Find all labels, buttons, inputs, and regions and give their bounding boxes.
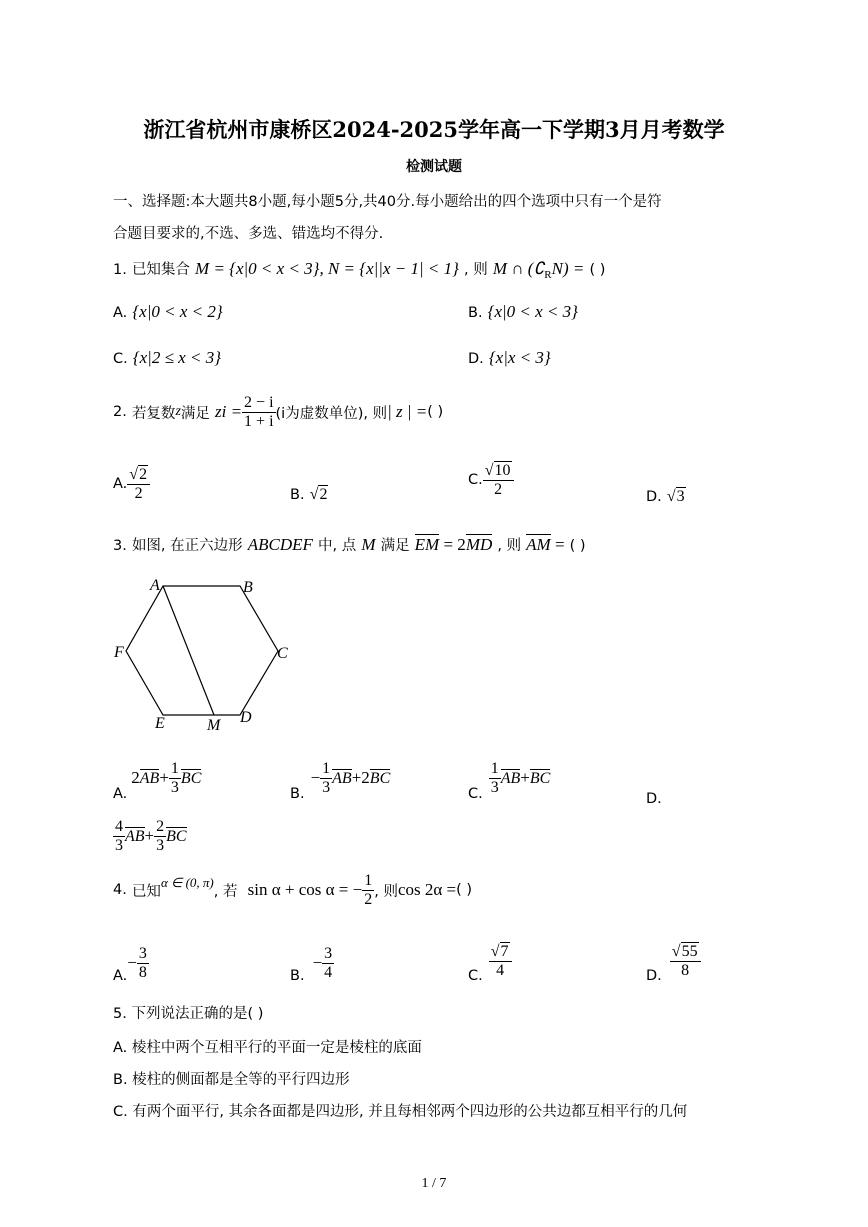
q1-expr: M ∩ (∁ [492,259,545,278]
q3-vec-am: AM [526,535,551,554]
option-value: $\frac{√2}{2}$ [127,466,150,502]
radicand: 10 [494,462,511,479]
coef: 2 [131,768,140,788]
vec-ab: AB [125,827,145,845]
frac-den: 3 [490,778,499,796]
q3-option-d-label[interactable] [646,788,662,807]
option-label: C. [113,351,128,367]
frac-den: 3 [156,836,165,854]
fraction [169,760,181,796]
option-label: B. [290,968,305,984]
page-title: 浙江省杭州市康桥区2024-2025学年高一下学期3月月考数学 [143,117,725,142]
question-5: 5. 下列说法正确的是( ) [113,1006,264,1022]
option-label: C. [468,968,483,984]
frac-den: 3 [170,778,179,796]
q3-m: M [361,535,376,554]
option-value: $\frac{√10}{2}$ [483,462,514,498]
q1-number: 1. [113,262,127,278]
q1-option-a[interactable] [113,302,223,322]
frac-num: 4 [115,818,123,835]
sign: − [312,953,323,972]
q2-text2: 满足 [180,405,210,422]
q2-option-c[interactable] [468,462,514,498]
segment-am [163,586,214,715]
fraction: $\frac{√7}{4}$ [489,943,512,979]
frac-num: 3 [138,944,147,962]
vec-bc: BC [529,769,551,787]
q1-sets: M = {x|0 < x < 3}, N = {x||x − 1| < 1} [195,259,459,278]
q4-number: 4. [113,882,127,899]
frac-num: 1 [364,872,373,889]
q3-option-d[interactable] [113,818,187,854]
option-value: {x|2 ≤ x < 3} [132,348,221,367]
fraction [113,818,125,854]
vec-ab: AB [500,769,521,787]
q4-text3: , 则 [374,883,398,900]
option-label: D. [646,489,662,505]
q2-z: z [175,404,181,420]
section-heading-line2: 合题目要求的,不选、多选、错选均不得分. [113,226,384,242]
q1-option-d[interactable] [468,348,551,368]
option-label: D. [468,351,484,367]
option-value: {x|x < 3} [488,348,551,367]
option-value: {x|0 < x < 2} [132,302,223,321]
q4-text: 已知 [131,883,161,900]
q4-target: cos 2α = [397,880,457,900]
q5-option-a[interactable]: A. 棱柱中两个互相平行的平面一定是棱柱的底面 [113,1040,422,1056]
question-1 [113,258,605,281]
q2-zi: zi = [214,402,243,422]
frac-num: 1 [322,760,331,777]
frac-den: 3 [115,836,123,854]
q2-text: 若复数 [131,405,176,422]
option-value: 3 [676,488,685,505]
q3-vec-md: MD [465,535,493,554]
radicand: 2 [139,466,148,483]
option-label: A. [113,476,128,493]
denominator: 8 [670,961,701,980]
plus: + [144,826,155,846]
q4-cond: α ∈ (0, π) [160,875,214,891]
q5-option-b[interactable]: B. 棱柱的侧面都是全等的平行四边形 [113,1072,350,1088]
section-heading-line1: 一、选择题:本大题共8小题,每小题5分,共40分.每小题给出的四个选项中只有一个是符 [113,194,662,210]
q4-text2: , 若 [213,883,238,900]
coef: 2 [361,768,370,788]
q4-option-b[interactable] [290,942,334,984]
label-d: D [240,709,252,726]
q1-option-b[interactable] [468,302,578,322]
question-4 [113,872,472,908]
page-subtitle: 检测试题 [406,159,462,175]
hexagon-figure [108,570,298,740]
fraction [137,945,149,981]
fraction [154,818,166,854]
q1-paren: ( ) [589,262,606,278]
denominator: 2 [127,484,150,503]
option-label: B. [468,305,483,321]
label-c: C [277,645,288,662]
q3-hex: ABCDEF [247,535,313,554]
q5-option-c[interactable]: C. 有两个面平行, 其余各面都是四边形, 并且每相邻两个四边形的公共边都互相平行的几何 [113,1104,688,1120]
q4-eq-left: sin α + cos α = − [247,880,363,900]
q2-absz: | z | = [387,402,428,422]
option-label: B. [290,487,305,503]
q3-eq: = [550,535,565,554]
q3-vec-em: EM [414,535,440,554]
plus: + [520,768,530,788]
radicand: 7 [500,942,509,960]
q3-option-b[interactable] [290,760,391,803]
fraction [322,945,334,981]
q4-fraction [362,872,374,908]
q3-text4: , 则 [497,538,522,554]
q3-paren: ( ) [569,538,586,554]
vec-bc: BC [369,769,391,787]
option-label: D. [646,968,662,984]
option-value: 2 [319,486,328,503]
vec-bc: BC [180,769,202,787]
radicand: 55 [681,942,698,960]
q1-text: 已知集合 [131,262,190,278]
fraction: $\frac{√55}{8}$ [670,943,701,979]
q1-sub: R [544,269,552,282]
q3-option-c[interactable] [468,760,551,803]
q2-option-a[interactable] [113,466,150,502]
q2-paren: ( ) [427,404,444,421]
option-label: A. [113,968,128,984]
plus: + [351,768,362,788]
fraction [320,760,332,796]
q2-frac-den: 1 + i [244,412,274,430]
q3-text: 如图, 在正六边形 [131,538,243,554]
label-b: B [243,579,253,596]
frac-num: 2 [156,818,165,835]
fraction [489,760,501,796]
q1-option-c[interactable] [113,348,221,368]
frac-den: 2 [364,890,373,908]
frac-den: 8 [138,963,147,981]
q4-option-a[interactable] [113,942,149,984]
q4-option-c[interactable] [468,938,512,984]
q3-option-a[interactable] [113,760,202,803]
frac-den: 4 [324,963,333,981]
label-f: F [114,644,124,661]
plus: + [159,768,169,788]
label-a: A [150,577,160,594]
option-label: A. [113,305,128,321]
option-label: C. [468,472,483,489]
vec-ab: AB [139,769,160,787]
q2-frac-num: 2 − i [244,394,274,411]
question-2 [113,394,443,430]
vec-ab: AB [332,769,352,787]
q2-option-d[interactable]: D. √3 [646,488,685,505]
q2-fraction [242,394,275,430]
frac-num: 1 [170,760,179,777]
question-3 [113,534,586,555]
page-number: 1 / 7 [421,1176,447,1191]
option-label: A. [113,786,128,803]
q2-number: 2. [113,404,127,421]
frac-num: 1 [490,760,499,777]
q4-option-d[interactable] [646,938,701,984]
q1-then: , 则 [464,262,488,278]
option-label: D. [646,791,662,807]
label-m: M [207,717,221,734]
q3-cond-mid: = 2 [439,535,466,554]
sign: − [310,768,321,788]
denominator: 4 [489,961,512,980]
frac-num: 3 [324,944,333,962]
q3-number: 3. [113,538,127,554]
option-label: B. [290,786,305,803]
hexagon-outline [126,586,278,715]
frac-den: 3 [322,778,331,796]
option-label: C. [468,786,483,803]
denominator: 2 [483,480,514,499]
label-e: E [155,715,165,732]
q3-text3: 满足 [380,538,410,554]
q2-option-b[interactable]: B. √2 [290,486,328,503]
q4-paren: ( ) [456,882,473,899]
option-value: {x|0 < x < 3} [487,302,578,321]
vec-bc: BC [166,827,187,845]
q2-text3: (i为虚数单位), 则 [275,405,388,422]
sign: − [127,953,137,972]
q3-text2: 中, 点 [318,538,357,554]
q1-expr2: N) = [551,259,585,278]
